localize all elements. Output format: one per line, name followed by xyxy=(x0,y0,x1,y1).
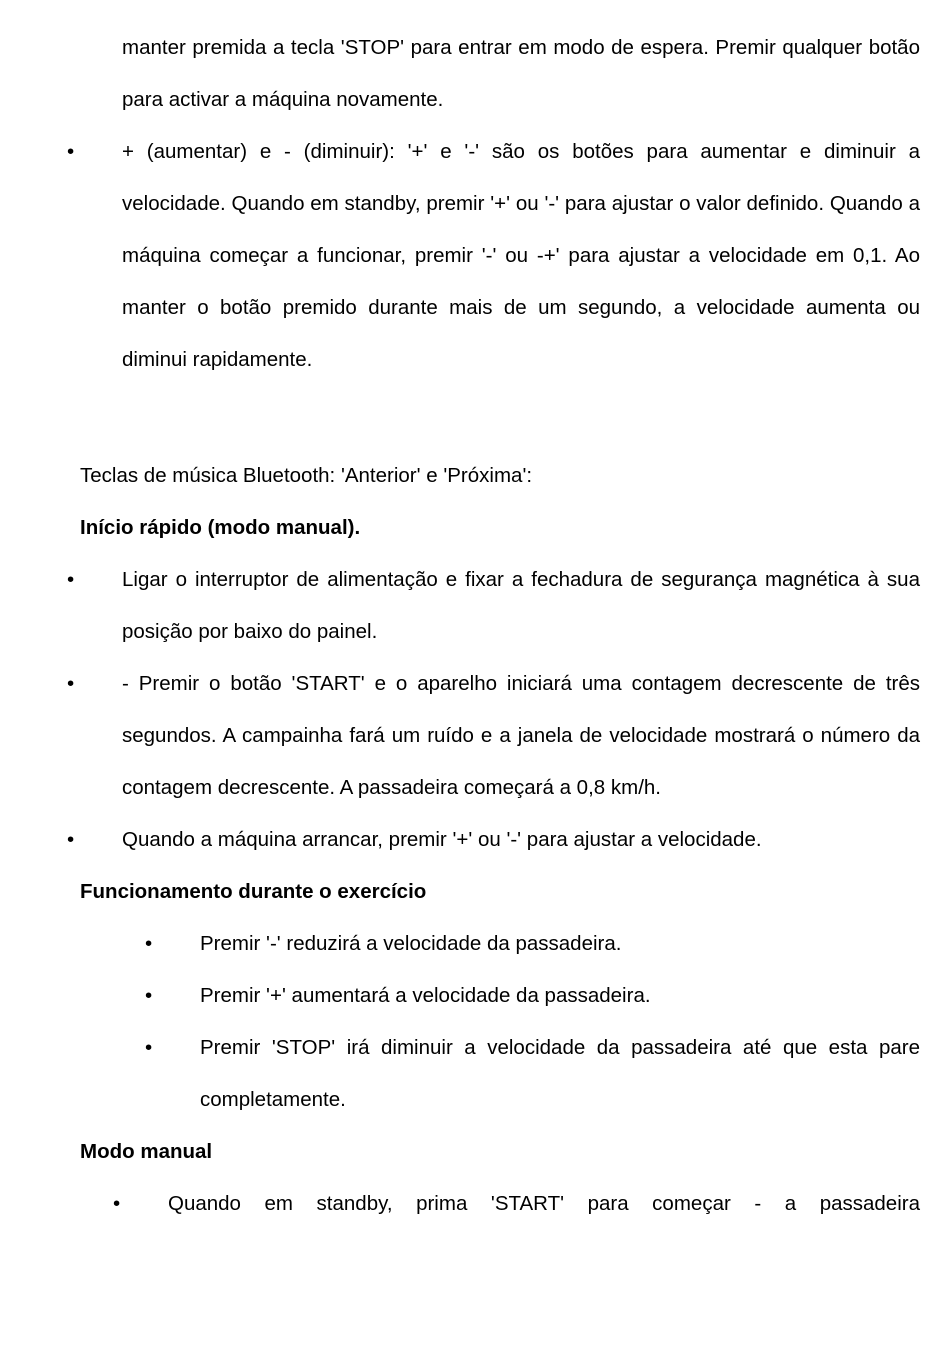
paragraph-bluetooth-keys: Teclas de música Bluetooth: 'Anterior' e 'Próxima': xyxy=(80,464,533,487)
bullet-list-item-start-countdown: • - Premir o botão 'START' e o aparelho iniciará uma contagem decrescente de três segundos. A campainha fará um ruído e a janela de velocidade mostrará o número da contagem decrescente. A passadeira começará a 0,8 km/h. xyxy=(67,672,920,799)
bullet-item-text: Quando em standby, prima 'START' para começar - a passadeira xyxy=(168,1192,920,1215)
paragraph-stop-standby: manter premida a tecla 'STOP' para entrar em modo de espera. Premir qualquer botão para activar a máquina novamente. xyxy=(122,36,920,111)
bullet-item-text: Quando a máquina arrancar, premir '+' ou '-' para ajustar a velocidade. xyxy=(122,828,762,851)
bullet-list-item-power-switch: • Ligar o interruptor de alimentação e fixar a fechadura de segurança magnética à sua posição por baixo do painel. xyxy=(67,568,920,643)
bullet-item-text: Premir 'STOP' irá diminuir a velocidade da passadeira até que esta pare completamente. xyxy=(200,1036,920,1111)
bullet-item-text: Premir '-' reduzirá a velocidade da passadeira. xyxy=(200,932,622,955)
sub-bullet-item-plus: • Premir '+' aumentará a velocidade da passadeira. xyxy=(145,984,651,1007)
sub-bullet-item-stop: • Premir 'STOP' irá diminuir a velocidade da passadeira até que esta pare completamente. xyxy=(145,1036,920,1111)
bullet-list-item-plus-minus: • + (aumentar) e - (diminuir): '+' e '-' são os botões para aumentar e diminuir a velocidade. Quando em standby, premir '+' ou '-' para ajustar o valor definido. Quando a máquina começar a funcionar, premir '-' ou -+' para ajustar a velocidade em 0,1. Ao manter o botão premido durante mais de um segundo, a velocidade aumenta ou diminui rapidamente. xyxy=(67,140,920,371)
section-heading-manual-mode: Modo manual xyxy=(80,1140,213,1163)
bullet-list-item-adjust-speed: • Quando a máquina arrancar, premir '+' ou '-' para ajustar a velocidade. xyxy=(67,828,762,851)
bullet-list-item-standby-start: • Quando em standby, prima 'START' para começar - a passadeira xyxy=(113,1192,920,1215)
section-heading-during-exercise: Funcionamento durante o exercício xyxy=(80,880,427,903)
bullet-item-text: - Premir o botão 'START' e o aparelho iniciará uma contagem decrescente de três segundos. A campainha fará um ruído e a janela de velocidade mostrará o número da contagem decrescente. A passadeira começará a 0,8 km/h. xyxy=(122,672,920,799)
bullet-item-text: Ligar o interruptor de alimentação e fixar a fechadura de segurança magnética à sua posição por baixo do painel. xyxy=(122,568,920,643)
bullet-item-text: + (aumentar) e - (diminuir): '+' e '-' são os botões para aumentar e diminuir a velocidade. Quando em standby, premir '+' ou '-' para ajustar o valor definido. Quando a máquina começar a funcionar, premir '-' ou -+' para ajustar a velocidade em 0,1. Ao manter o botão premido durante mais de um segundo, a velocidade aumenta ou diminui rapidamente. xyxy=(122,140,920,371)
bullet-item-text: Premir '+' aumentará a velocidade da passadeira. xyxy=(200,984,651,1007)
section-heading-quick-start: Início rápido (modo manual). xyxy=(80,516,361,539)
sub-bullet-item-minus: • Premir '-' reduzirá a velocidade da passadeira. xyxy=(145,932,622,955)
